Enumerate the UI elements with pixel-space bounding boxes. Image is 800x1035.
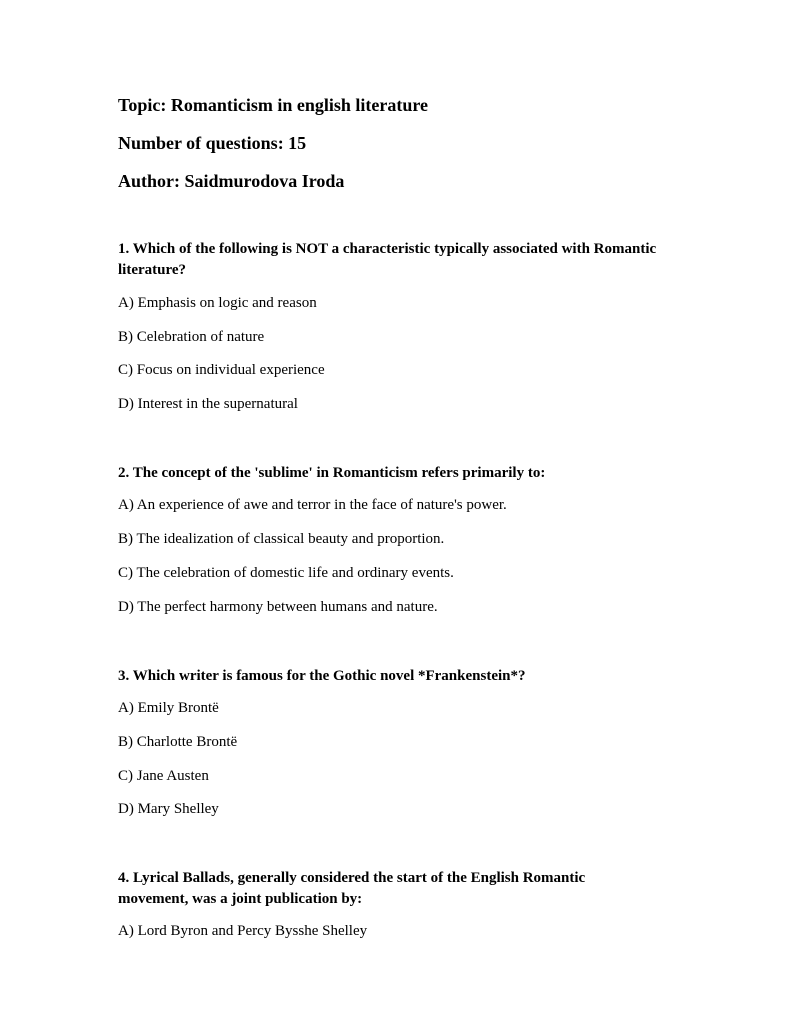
question-3-option-d: D) Mary Shelley [118, 801, 219, 817]
question-1-option-b: B) Celebration of nature [118, 329, 265, 345]
question-1-text: 1. Which of the following is NOT a characteristic typically associated with Romantic literature? [118, 241, 657, 278]
question-2-text: 2. The concept of the 'sublime' in Romanticism refers primarily to: [118, 465, 546, 481]
question-2-option-a: A) An experience of awe and terror in the face of nature's power. [118, 497, 507, 513]
question-4-text: 4. Lyrical Ballads, generally considered the start of the English Romantic movement, was a joint publication by: [118, 870, 586, 907]
question-4-option-a: A) Lord Byron and Percy Bysshe Shelley [118, 923, 368, 939]
question-3-option-b: B) Charlotte Brontë [118, 734, 238, 750]
question-1-option-a: A) Emphasis on logic and reason [118, 295, 317, 311]
question-1-option-c: C) Focus on individual experience [118, 362, 325, 378]
question-3-text: 3. Which writer is famous for the Gothic novel *Frankenstein*? [118, 668, 526, 684]
question-2-option-b: B) The idealization of classical beauty and proportion. [118, 531, 445, 547]
question-2-option-c: C) The celebration of domestic life and ordinary events. [118, 565, 454, 581]
topic-line: Topic: Romanticism in english literature [118, 95, 428, 115]
question-3-option-a: A) Emily Brontë [118, 700, 219, 716]
question-count-line: Number of questions: 15 [118, 133, 307, 153]
question-2-option-d: D) The perfect harmony between humans and nature. [118, 599, 438, 615]
author-line: Author: Saidmurodova Iroda [118, 171, 345, 191]
question-1-option-d: D) Interest in the supernatural [118, 396, 298, 412]
question-3-option-c: C) Jane Austen [118, 768, 209, 784]
